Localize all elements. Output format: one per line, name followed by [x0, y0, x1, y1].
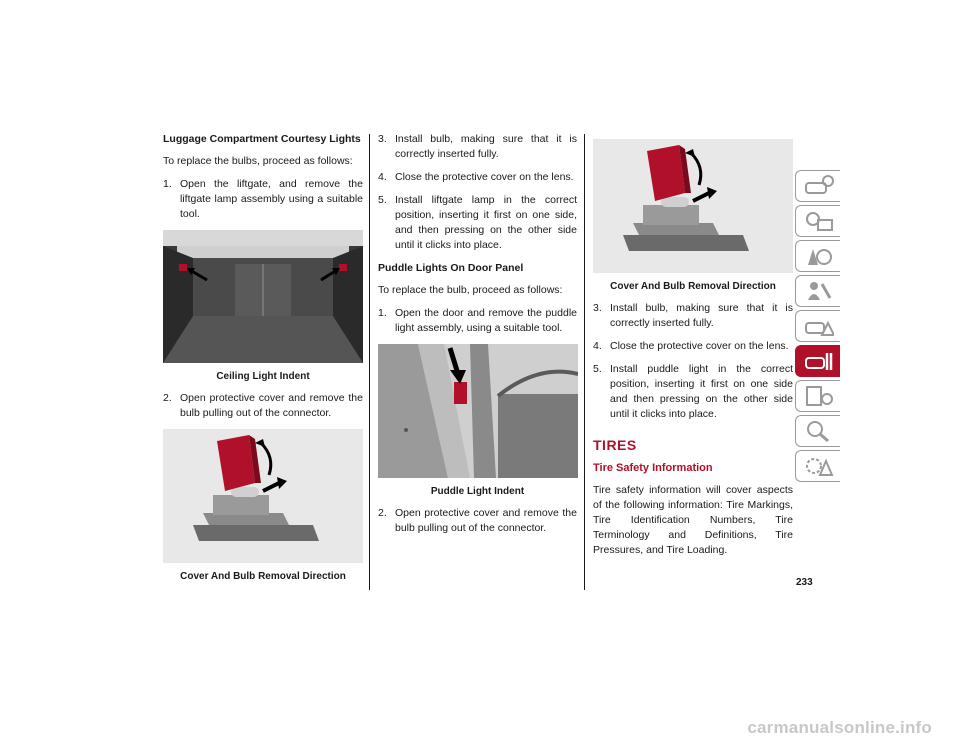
list-item	[593, 301, 793, 331]
step-text: Open protective cover and remove the bulb pulling out of the connector.	[395, 507, 577, 534]
section-title: TIRES	[593, 437, 637, 453]
tab-specifications[interactable]	[795, 380, 840, 412]
cover-bulb-removal-figure	[163, 429, 363, 563]
step-text: Install bulb, making sure that it is correctly inserted fully.	[395, 133, 577, 160]
steps-list	[378, 132, 577, 253]
column-divider	[369, 134, 370, 590]
dashboard-warning-icon	[804, 210, 834, 232]
puddle-light-figure	[378, 344, 578, 478]
step-number: 1.	[163, 178, 172, 190]
watermark: carmanualsonline.info	[747, 718, 932, 737]
step-number: 2.	[378, 507, 387, 519]
list-item	[163, 391, 363, 421]
step-text: Install liftgate lamp in the correct position, inserting it first on one side, and then pressing on the other side until it clicks into place.	[395, 194, 577, 251]
sub-heading: Tire Safety Information	[593, 462, 713, 474]
driving-icon	[804, 245, 834, 267]
list-item	[593, 362, 793, 422]
specifications-icon	[804, 385, 834, 407]
step-text: Close the protective cover on the lens.	[395, 171, 574, 183]
tab-index[interactable]	[795, 415, 840, 447]
heading-luggage-lights: Luggage Compartment Courtesy Lights	[163, 133, 361, 145]
search-icon	[804, 420, 834, 442]
list-item	[593, 339, 793, 354]
step-number: 4.	[593, 340, 602, 352]
step-text: Close the protective cover on the lens.	[610, 340, 789, 352]
intro-text: To replace the bulbs, proceed as follows:	[163, 155, 353, 167]
tab-driving[interactable]	[795, 240, 840, 272]
list-item	[378, 170, 577, 185]
tab-vehicle-info[interactable]	[795, 170, 840, 202]
tab-servicing[interactable]	[795, 345, 840, 377]
list-item	[378, 506, 577, 536]
step-number: 4.	[378, 171, 387, 183]
chapter-tabs	[795, 170, 843, 485]
list-item	[378, 193, 577, 253]
column-left	[163, 132, 363, 591]
emergency-icon	[804, 315, 834, 337]
steps-list	[378, 506, 577, 536]
steps-list	[593, 301, 793, 422]
tab-safety[interactable]	[795, 275, 840, 307]
list-item	[378, 306, 577, 336]
step-number: 2.	[163, 392, 172, 404]
figure-caption: Ceiling Light Indent	[216, 371, 310, 382]
figure-caption: Cover And Bulb Removal Direction	[610, 281, 776, 292]
service-tools-icon	[804, 350, 834, 372]
column-right	[593, 132, 793, 566]
page-number: 233	[796, 577, 813, 588]
steps-list	[163, 177, 363, 222]
vehicle-info-icon	[804, 175, 834, 197]
column-divider	[584, 134, 585, 590]
step-number: 5.	[378, 194, 387, 206]
steps-list	[163, 391, 363, 421]
step-text: Open protective cover and remove the bulb pulling out of the connector.	[180, 392, 363, 419]
step-text: Install puddle light in the correct position, inserting it first on one side and then pressing on the other side until it clicks into place.	[610, 363, 793, 420]
list-item	[378, 132, 577, 162]
list-item	[163, 177, 363, 222]
intro-text: To replace the bulb, proceed as follows:	[378, 284, 563, 296]
step-number: 3.	[378, 133, 387, 145]
step-text: Open the liftgate, and remove the liftgate lamp assembly using a suitable tool.	[180, 178, 363, 220]
tab-multimedia[interactable]	[795, 450, 840, 482]
figure-caption: Cover And Bulb Removal Direction	[180, 571, 346, 582]
body-text: Tire safety information will cover aspects of the following information: Tire Markings, Tire Identification Numbers, Tire Terminology and Definitions, Tire Pressures, and Tire Loading.	[593, 484, 793, 556]
step-text: Open the door and remove the puddle light assembly, using a suitable tool.	[395, 307, 577, 334]
steps-list	[378, 306, 577, 336]
step-number: 3.	[593, 302, 602, 314]
safety-icon	[804, 280, 834, 302]
step-number: 5.	[593, 363, 602, 375]
step-text: Install bulb, making sure that it is correctly inserted fully.	[610, 302, 793, 329]
step-number: 1.	[378, 307, 387, 319]
multimedia-icon	[804, 455, 834, 477]
ceiling-light-figure	[163, 230, 363, 363]
tab-dashboard-warnings[interactable]	[795, 205, 840, 237]
figure-caption: Puddle Light Indent	[430, 486, 525, 497]
tab-emergency[interactable]	[795, 310, 840, 342]
cover-bulb-removal-figure	[593, 139, 793, 273]
heading-puddle-lights: Puddle Lights On Door Panel	[378, 262, 524, 274]
column-middle	[378, 132, 577, 544]
